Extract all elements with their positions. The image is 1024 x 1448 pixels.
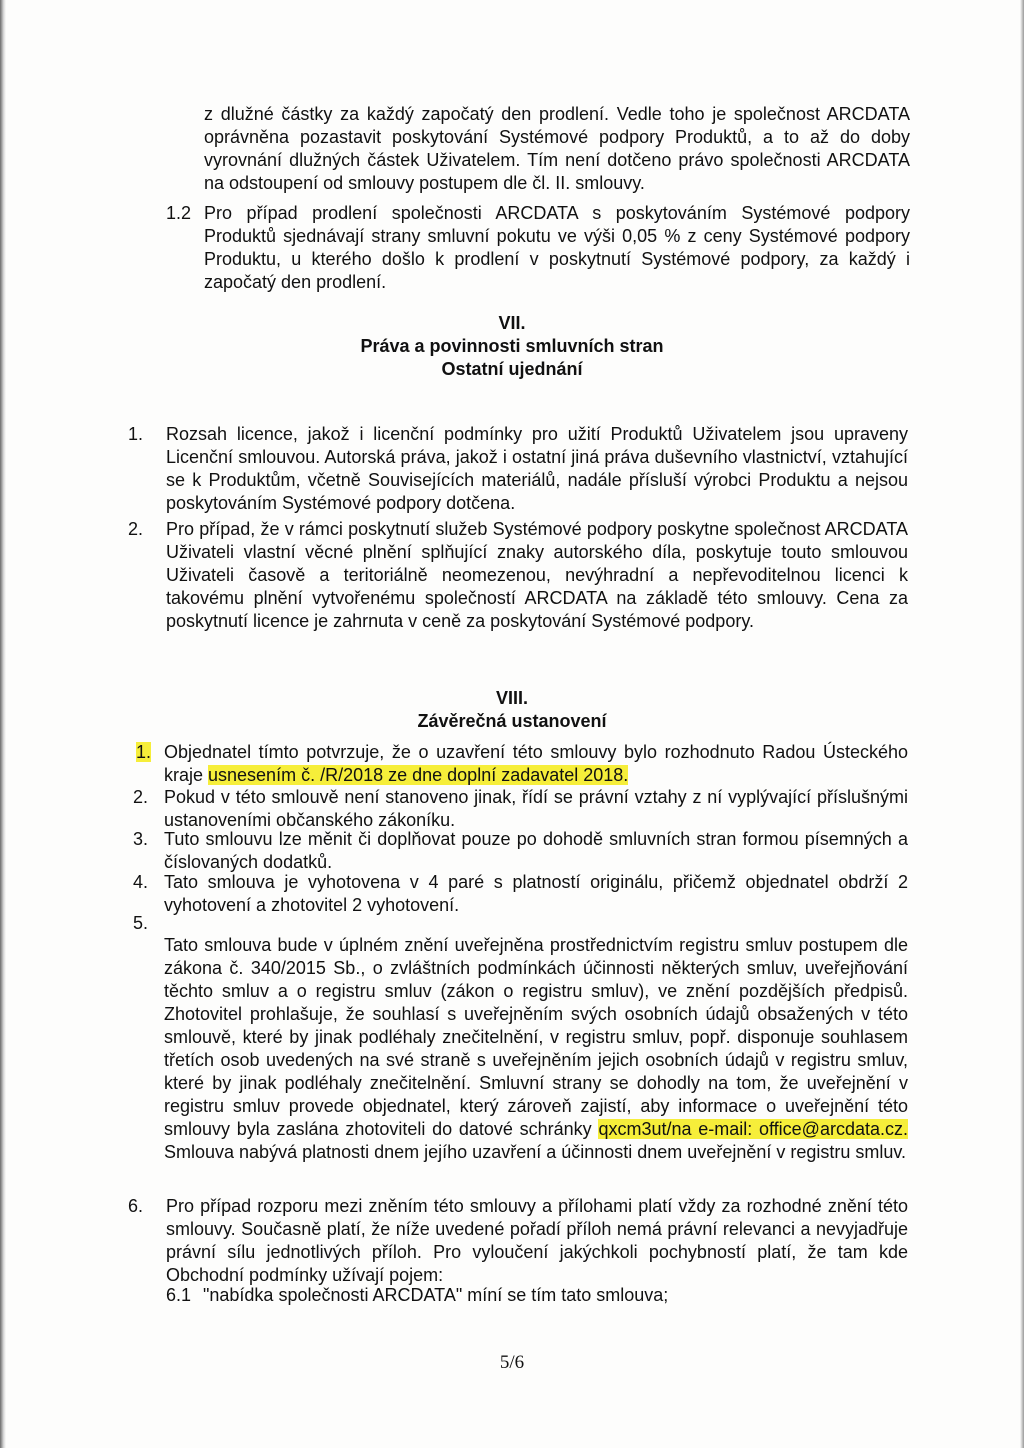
section-8-item-4-text: Tato smlouva je vyhotovena v 4 paré s platností originálu, přičemž objednatel obdrží 2 vyhotovení a zhotovitel 2 vyhotovení. <box>164 872 908 915</box>
clause-1-2-number: 1.2 <box>166 203 192 223</box>
section-8-item-6-text: Pro případ rozporu mezi zněním této smlouvy a přílohami platí vždy za rozhodné znění této smlouvy. Současně platí, že níže uvedené pořadí příloh nemá právní relevanci a nevyjadřuje právní sílu jednotlivých příloh. Pro vyloučení jakýchkoli pochybností platí, že tam kde Obchodní podmínky užívají pojem: <box>166 1196 908 1285</box>
clause-1-2-text: Pro případ prodlení společnosti ARCDATA s poskytováním Systémové podpory Produktů sjednávají strany smluvní pokutu ve výši 0,05 % z ceny Systémové podpory Produktu, u kterého došlo k prodlení v poskytnutí Systémové podpory, za každý i započatý den prodlení. <box>204 203 910 292</box>
section-8-item-6-1-text: "nabídka společnosti ARCDATA" míní se tím tato smlouva; <box>203 1285 669 1305</box>
section-7-item-1-text: Rozsah licence, jakož i licenční podmínky pro užití Produktů Uživatelem jsou upraveny Licenční smlouvou. Autorská práva, jakož i ostatní jiná práva duševního vlastnictví, vztahující se k Produktům, včetně Souvisejících materiálů, nadále přísluší výrobci Produktu a nejsou poskytováním Systémové podpory dotčena. <box>166 424 908 513</box>
section-8-item-5-text <box>164 934 908 1164</box>
section-7-item-2-number: 2. <box>128 519 144 539</box>
section-8-title: Závěrečná ustanovení <box>417 711 607 731</box>
section-8-item-4-number: 4. <box>133 872 149 892</box>
section-7-item-1-number: 1. <box>128 424 144 444</box>
section-8-item-1-number <box>136 741 151 764</box>
continuation-paragraph: z dlužné částky za každý započatý den prodlení. Vedle toho je společnost ARCDATA oprávněna pozastavit poskytování Systémové podpory Produktů, a to až do doby vyrovnání dlužných částek Uživatelem. Tím není dotčeno právo společnosti ARCDATA na odstoupení od smlouvy postupem dle čl. II. smlouvy. <box>204 104 910 193</box>
section-7-title: Práva a povinnosti smluvních stran <box>360 336 664 356</box>
section-8-item-2-number: 2. <box>133 787 149 807</box>
page-number: 5/6 <box>499 1352 525 1373</box>
section-8-item-3-number: 3. <box>133 829 149 849</box>
section-8-item-5-text-main: Tato smlouva bude v úplném znění uveřejněna prostřednictvím registru smluv postupem dle zákona č. 340/2015 Sb., o zvláštních podmínkách účinnosti některých smluv, uveřejňování těchto smluv a o registru smluv (zákon o registru smluv), ve znění pozdějších předpisů. Zhotovitel prohlašuje, že souhlasí s uveřejněním svých osobních údajů obsažených v této smlouvě, které by jinak podléhaly znečitelnění, v registru smluv, popř. disponuje souhlasem třetích osob uvedených na své straně s uveřejněním jejich osobních údajů v registru smluv, které by jinak podléhaly znečitelnění. Smluvní strany se dohodly na tom, že uveřejnění v registru smluv provede objednatel, který zároveň zajistí, aby informace o uveřejnění této smlouvy byla zaslána zhotoviteli do datové schránky <box>164 935 908 1139</box>
section-7-subtitle: Ostatní ujednání <box>441 359 583 379</box>
section-8-item-5-number: 5. <box>133 913 149 933</box>
section-8-item-6-1-number: 6.1 <box>166 1285 192 1305</box>
section-8-numeral: VIII. <box>495 688 528 708</box>
section-7-item-2-text: Pro případ, že v rámci poskytnutí služeb Systémové podpory poskytne společnost ARCDATA Uživateli vlastní věcné plnění splňující znaky autorského díla, poskytuje touto smlouvou Uživateli časově a teritoriálně neomezenou, nevýhradní a nepřevoditelnou licenci k takovému plnění vytvořenému společností ARCDATA na základě této smlouvy. Cena za poskytnutí licence je zahrnuta v ceně za poskytování Systémové podpory. <box>166 519 908 631</box>
section-8-item-1-text <box>164 741 908 787</box>
highlight-mark: 1. <box>136 742 152 762</box>
section-8-item-3-text: Tuto smlouvu lze měnit či doplňovat pouze po dohodě smluvních stran formou písemných a číslovaných dodatků. <box>164 829 908 872</box>
section-7-numeral: VII. <box>498 313 526 333</box>
section-8-item-2-text: Pokud v této smlouvě není stanoveno jinak, řídí se právní vztahy z ní vyplývající příslušnými ustanoveními občanského zákoníku. <box>164 787 908 830</box>
resolution-highlight: usnesením č. /R/2018 ze dne doplní zadavatel 2018. <box>208 765 629 785</box>
section-8-item-1-text-main: Objednatel tímto potvrzuje, že o uzavření této smlouvy bylo rozhodnuto Radou Ústeckého kraje <box>164 742 908 785</box>
email-highlight: qxcm3ut/na e-mail: office@arcdata.cz. <box>598 1119 908 1139</box>
section-8-item-5-text-end: Smlouva nabývá platnosti dnem jejího uzavření a účinnosti dnem uveřejnění v registru smluv. <box>164 1142 907 1162</box>
section-8-item-6-number: 6. <box>128 1196 144 1216</box>
